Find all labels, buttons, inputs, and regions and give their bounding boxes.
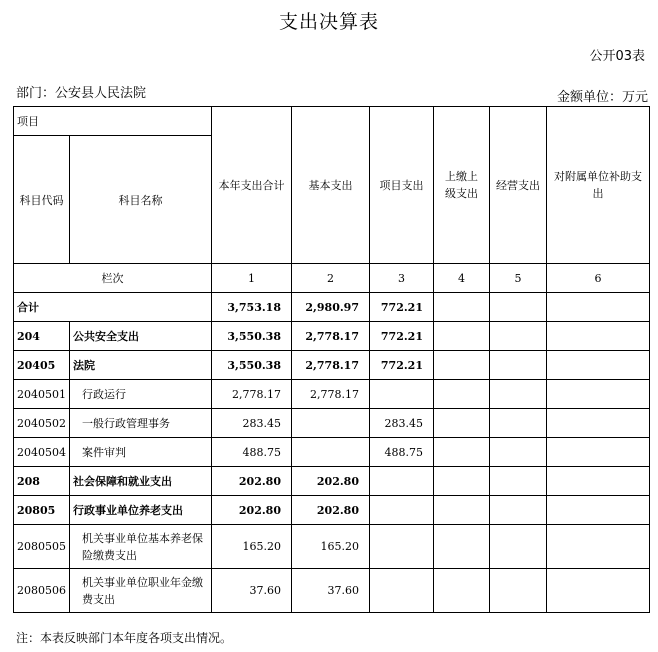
subject-name-cell: 案件审判 (70, 438, 212, 467)
basic-amount-cell: 165.20 (292, 525, 370, 569)
table-row (14, 525, 650, 569)
basic-amount-cell: 37.60 (292, 569, 370, 613)
header-total: 本年支出合计 (212, 107, 292, 264)
column-number: 2 (292, 264, 370, 293)
subject-name-cell: 公共安全支出 (70, 322, 212, 351)
total-amount-cell: 165.20 (212, 525, 292, 569)
subsidiary-amount-cell (547, 351, 650, 380)
project-amount-cell (370, 380, 434, 409)
total-amount-cell: 3,550.38 (212, 322, 292, 351)
subsidiary-amount-cell (547, 569, 650, 613)
header-project: 项目支出 (370, 107, 434, 264)
basic-amount-cell (292, 409, 370, 438)
upper-amount-cell (434, 380, 490, 409)
total-amount-cell: 3,550.38 (212, 351, 292, 380)
business-amount-cell (490, 409, 547, 438)
project-amount-cell (370, 525, 434, 569)
header-basic: 基本支出 (292, 107, 370, 264)
table-row (14, 380, 650, 409)
table-row (14, 322, 650, 351)
table-row (14, 467, 650, 496)
subsidiary-amount-cell (547, 293, 650, 322)
table-row (14, 496, 650, 525)
project-amount-cell (370, 496, 434, 525)
business-amount-cell (490, 467, 547, 496)
table-code: 公开03表 (589, 49, 645, 64)
basic-amount-cell: 2,778.17 (292, 322, 370, 351)
upper-amount-cell (434, 322, 490, 351)
project-amount-cell: 488.75 (370, 438, 434, 467)
subject-code-cell: 2080505 (14, 525, 70, 569)
table-row (14, 438, 650, 467)
upper-amount-cell (434, 496, 490, 525)
table-row (14, 293, 650, 322)
basic-amount-cell: 2,980.97 (292, 293, 370, 322)
subject-code-cell: 2040502 (14, 409, 70, 438)
table-row (14, 351, 650, 380)
project-amount-cell: 772.21 (370, 293, 434, 322)
column-number: 3 (370, 264, 434, 293)
subject-code-cell: 2040501 (14, 380, 70, 409)
footnote: 注：本表反映部门本年度各项支出情况。 (16, 631, 233, 645)
page-title: 支出决算表 (278, 11, 379, 33)
upper-amount-cell (434, 525, 490, 569)
business-amount-cell (490, 496, 547, 525)
column-number: 4 (434, 264, 490, 293)
basic-amount-cell (292, 438, 370, 467)
business-amount-cell (490, 525, 547, 569)
business-amount-cell (490, 293, 547, 322)
table-row (14, 569, 650, 613)
subject-code-cell: 204 (14, 322, 70, 351)
subsidiary-amount-cell (547, 438, 650, 467)
department-label: 部门：公安县人民法院 (16, 86, 147, 101)
project-amount-cell: 772.21 (370, 351, 434, 380)
subject-name-cell: 社会保障和就业支出 (70, 467, 212, 496)
project-amount-cell: 283.45 (370, 409, 434, 438)
basic-amount-cell: 2,778.17 (292, 351, 370, 380)
project-amount-cell (370, 569, 434, 613)
total-amount-cell: 488.75 (212, 438, 292, 467)
subject-code-cell: 20405 (14, 351, 70, 380)
total-amount-cell: 202.80 (212, 496, 292, 525)
business-amount-cell (490, 322, 547, 351)
unit-label: 金额单位：万元 (556, 90, 648, 105)
header-subject-name: 科目名称 (70, 136, 212, 264)
basic-amount-cell: 2,778.17 (292, 380, 370, 409)
project-amount-cell (370, 467, 434, 496)
upper-amount-cell (434, 409, 490, 438)
subject-name-cell: 机关事业单位职业年金缴费支出 (70, 569, 212, 613)
subject-code-cell: 2040504 (14, 438, 70, 467)
upper-amount-cell (434, 569, 490, 613)
expenditure-table (13, 106, 650, 613)
subject-name-cell: 行政运行 (70, 380, 212, 409)
total-amount-cell: 202.80 (212, 467, 292, 496)
upper-amount-cell (434, 438, 490, 467)
business-amount-cell (490, 569, 547, 613)
subject-name-cell: 一般行政管理事务 (70, 409, 212, 438)
header-subject-code: 科目代码 (14, 136, 70, 264)
subsidiary-amount-cell (547, 467, 650, 496)
basic-amount-cell: 202.80 (292, 496, 370, 525)
total-amount-cell: 283.45 (212, 409, 292, 438)
subject-name-cell: 法院 (70, 351, 212, 380)
subsidiary-amount-cell (547, 496, 650, 525)
column-number: 1 (212, 264, 292, 293)
column-number: 6 (547, 264, 650, 293)
business-amount-cell (490, 380, 547, 409)
column-number: 5 (490, 264, 547, 293)
upper-amount-cell (434, 351, 490, 380)
column-row-label: 栏次 (14, 264, 212, 293)
subject-code-cell: 2080506 (14, 569, 70, 613)
upper-amount-cell (434, 467, 490, 496)
subsidiary-amount-cell (547, 380, 650, 409)
column-number-row (14, 264, 650, 293)
subject-code-cell: 208 (14, 467, 70, 496)
table-row (14, 409, 650, 438)
subject-name-cell: 行政事业单位养老支出 (70, 496, 212, 525)
subsidiary-amount-cell (547, 525, 650, 569)
total-amount-cell: 2,778.17 (212, 380, 292, 409)
total-amount-cell: 37.60 (212, 569, 292, 613)
subject-name-cell: 机关事业单位基本养老保险缴费支出 (70, 525, 212, 569)
total-row-label: 合计 (14, 293, 212, 322)
header-upper: 上缴上级支出 (434, 107, 490, 264)
basic-amount-cell: 202.80 (292, 467, 370, 496)
header-business: 经营支出 (490, 107, 547, 264)
subsidiary-amount-cell (547, 409, 650, 438)
header-subsidiary: 对附属单位补助支出 (547, 107, 650, 264)
business-amount-cell (490, 438, 547, 467)
subject-code-cell: 20805 (14, 496, 70, 525)
total-amount-cell: 3,753.18 (212, 293, 292, 322)
project-amount-cell: 772.21 (370, 322, 434, 351)
business-amount-cell (490, 351, 547, 380)
subsidiary-amount-cell (547, 322, 650, 351)
header-item: 项目 (14, 107, 212, 136)
upper-amount-cell (434, 293, 490, 322)
